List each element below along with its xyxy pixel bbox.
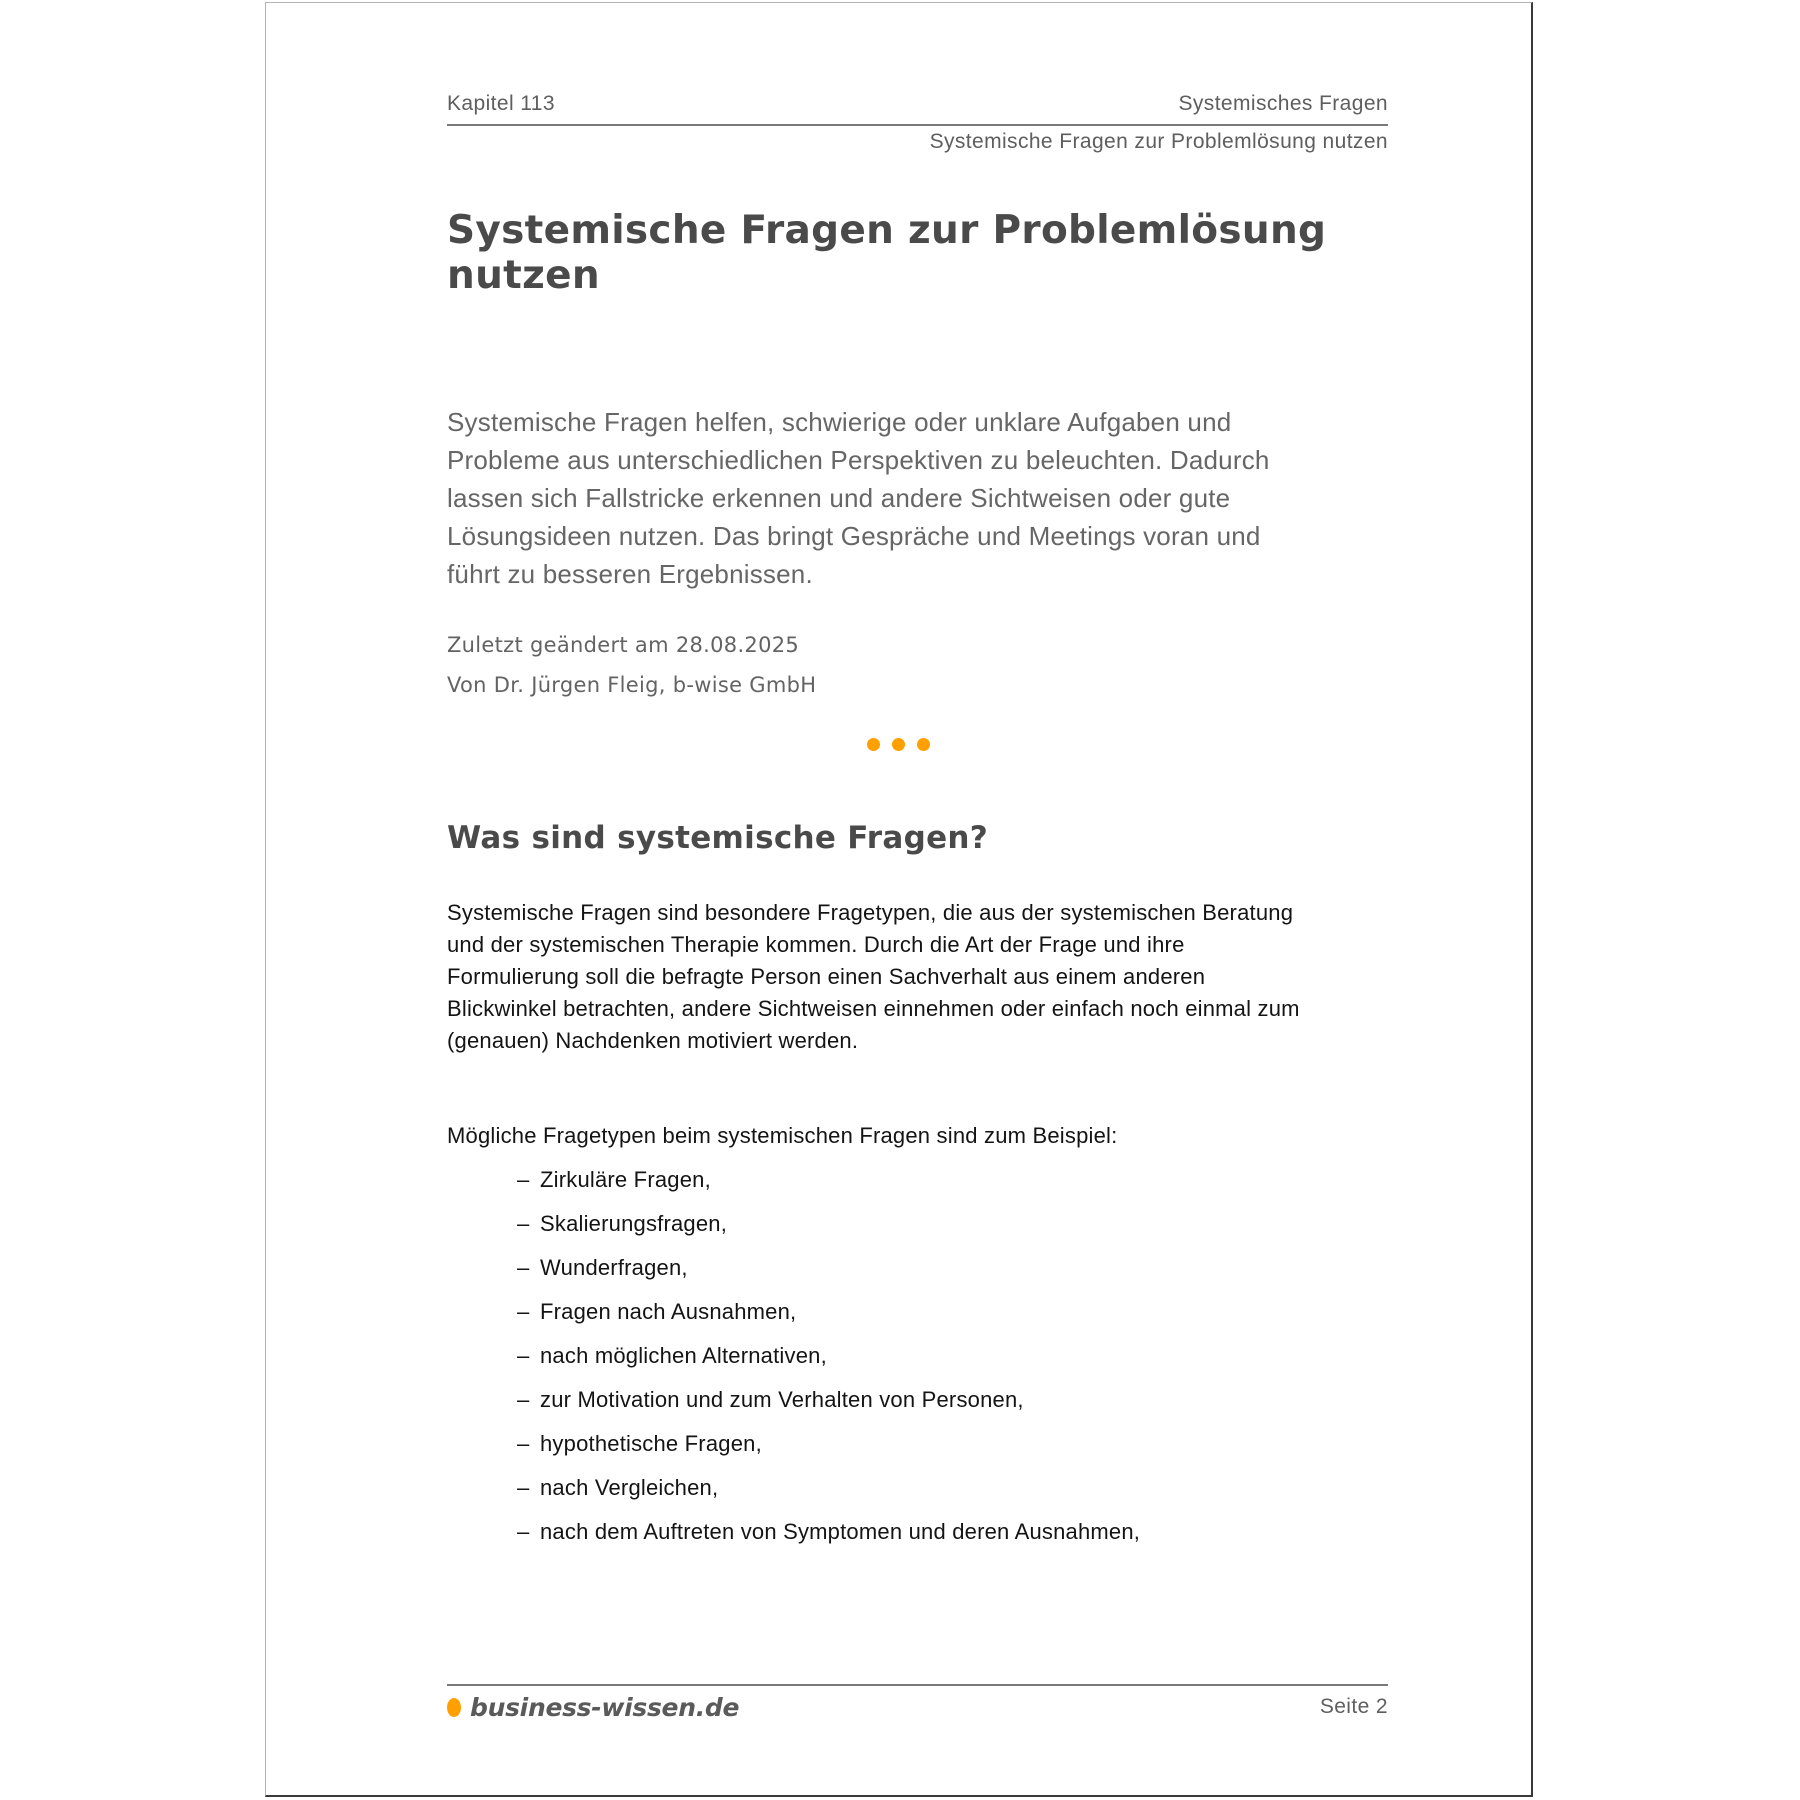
list-dash-marker: – [517,1211,530,1236]
list-item [447,1202,1388,1246]
lede-line: führt zu besseren Ergebnissen. [447,559,813,589]
list-dash-marker: – [517,1387,530,1412]
list-item-text: Fragen nach Ausnahmen, [540,1299,797,1324]
list-item-text: hypothetische Fragen, [540,1431,762,1456]
lede-line: Lösungsideen nutzen. Das bringt Gespräche und Meetings voran und [447,521,1261,551]
paragraph-line: Blickwinkel betrachten, andere Sichtweisen einnehmen oder einfach noch einmal zum [447,996,1300,1021]
dot-icon [917,738,930,751]
document-page [265,2,1533,1797]
paragraph-line: (genauen) Nachdenken motiviert werden. [447,1028,859,1053]
brand-name: business-wissen.de [470,1692,740,1722]
list-item [447,1466,1388,1510]
lede-paragraph [447,403,1388,593]
question-type-list [447,1158,1388,1554]
section-divider-dots [266,738,1531,751]
list-item-text: Zirkuläre Fragen, [540,1167,711,1192]
list-item-text: Skalierungsfragen, [540,1211,728,1236]
list-dash-marker: – [517,1343,530,1368]
list-dash-marker: – [517,1519,530,1544]
list-dash-marker: – [517,1167,530,1192]
header-chapter: Kapitel 113 [447,92,555,115]
list-dash-marker: – [517,1299,530,1324]
header-rule [447,124,1388,126]
footer-rule [447,1684,1388,1686]
list-item [447,1290,1388,1334]
page-title-line: Systemische Fragen zur Problemlösung [447,208,1327,253]
list-item-text: zur Motivation und zum Verhalten von Personen, [540,1387,1024,1412]
list-item-text: nach Vergleichen, [540,1475,719,1500]
page-title-line: nutzen [447,253,600,298]
list-item-text: nach dem Auftreten von Symptomen und deren Ausnahmen, [540,1519,1141,1544]
paragraph-line: und der systemischen Therapie kommen. Durch die Art der Frage und ihre [447,932,1185,957]
page-header [447,91,1388,117]
list-item [447,1510,1388,1554]
last-modified-date: Zuletzt geändert am 28.08.2025 [447,633,800,657]
list-dash-marker: – [517,1431,530,1456]
dot-icon [867,738,880,751]
lede-line: Systemische Fragen helfen, schwierige oder unklare Aufgaben und [447,407,1232,437]
paragraph-line: Systemische Fragen sind besondere Fragetypen, die aus der systemischen Beratung [447,900,1294,925]
paragraph-line: Formulierung soll die befragte Person einen Sachverhalt aus einem anderen [447,964,1206,989]
list-item [447,1378,1388,1422]
dot-icon [892,738,905,751]
section-heading: Was sind systemische Fragen? [447,820,989,856]
list-item [447,1246,1388,1290]
page-number: Seite 2 [1319,1695,1388,1718]
brand-logo [447,1693,739,1722]
page-footer [447,1689,1388,1725]
list-item [447,1158,1388,1202]
lede-line: Probleme aus unterschiedlichen Perspektiven zu beleuchten. Dadurch [447,445,1270,475]
list-item-text: Wunderfragen, [540,1255,688,1280]
list-item [447,1422,1388,1466]
author-line: Von Dr. Jürgen Fleig, b-wise GmbH [447,673,817,697]
section-paragraph [447,897,1388,1057]
page-title [447,208,1388,298]
header-doc-subtitle: Systemische Fragen zur Problemlösung nutzen [929,130,1388,153]
header-doc-title: Systemisches Fragen [1178,92,1388,115]
brand-dot-icon [447,1698,461,1717]
list-dash-marker: – [517,1475,530,1500]
list-item [447,1334,1388,1378]
list-intro: Mögliche Fragetypen beim systemischen Fragen sind zum Beispiel: [447,1123,1118,1148]
list-item-text: nach möglichen Alternativen, [540,1343,827,1368]
lede-line: lassen sich Fallstricke erkennen und andere Sichtweisen oder gute [447,483,1231,513]
list-dash-marker: – [517,1255,530,1280]
